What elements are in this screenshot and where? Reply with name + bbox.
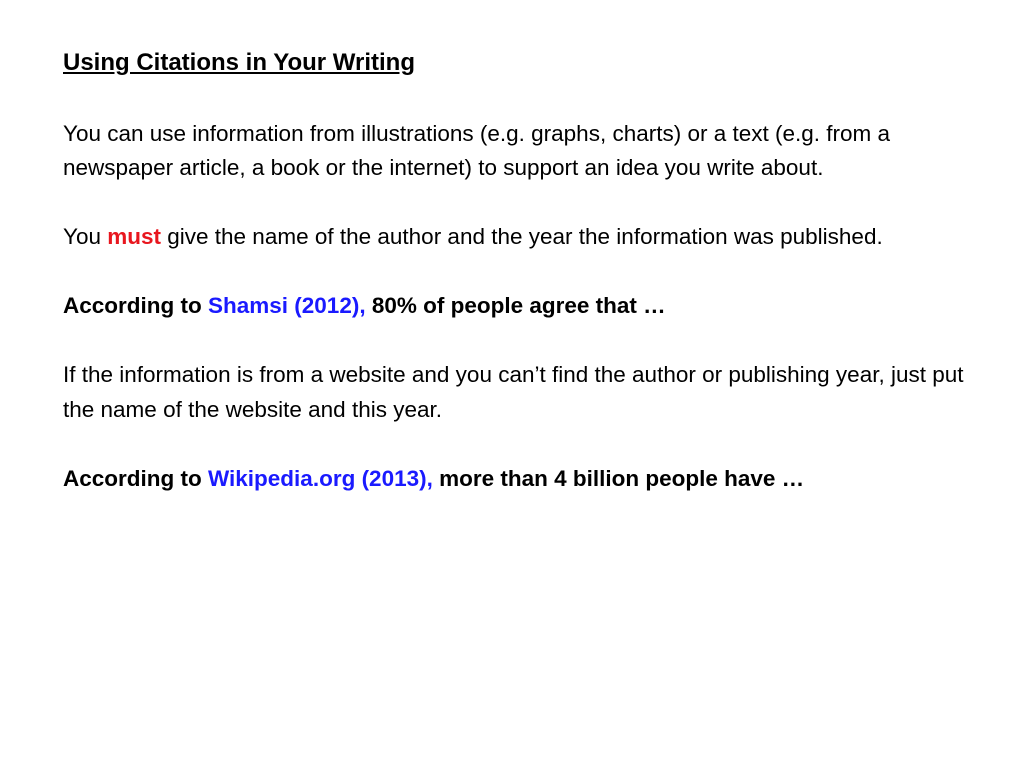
emphasis-must: must bbox=[107, 224, 161, 249]
slide-title: Using Citations in Your Writing bbox=[63, 49, 415, 76]
requirement-paragraph bbox=[63, 220, 968, 255]
example1-tail: 80% of people agree that … bbox=[365, 293, 666, 318]
example2-lead: According to bbox=[63, 465, 208, 491]
example-citation-author bbox=[63, 289, 968, 324]
example2-tail: more than 4 billion people have … bbox=[432, 465, 805, 491]
example1-lead: According to bbox=[63, 293, 208, 318]
requirement-text-after: give the name of the author and the year the information was published. bbox=[161, 224, 883, 249]
website-paragraph: If the information is from a website and you can’t find the author or publishing year, just put the name of the website and this year. bbox=[63, 362, 964, 422]
example1-citation: Shamsi (2012), bbox=[208, 293, 366, 318]
requirement-text-before: You bbox=[63, 224, 108, 249]
example-citation-website bbox=[63, 462, 968, 497]
example2-citation: Wikipedia.org (2013), bbox=[208, 465, 433, 491]
slide-content bbox=[63, 44, 968, 531]
intro-paragraph: You can use information from illustrations (e.g. graphs, charts) or a text (e.g. from a newspaper article, a book or the internet) to support an idea you write about. bbox=[63, 120, 891, 180]
